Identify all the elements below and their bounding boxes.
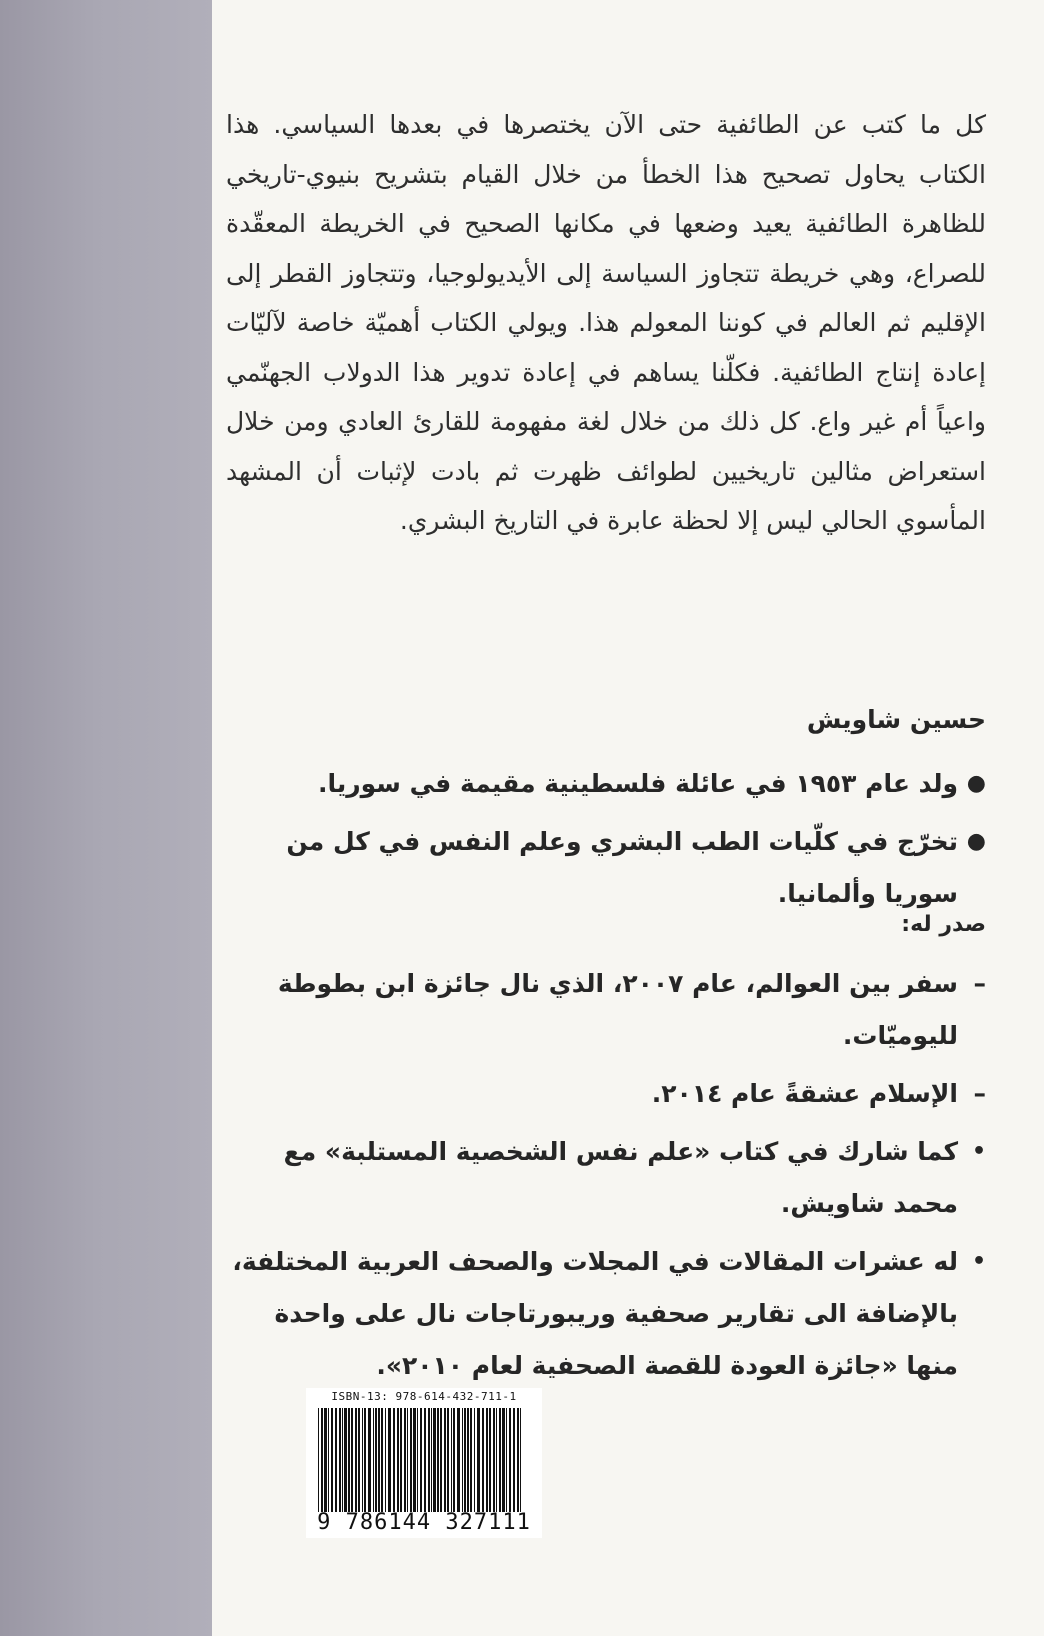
dash-marker: – (973, 969, 986, 998)
author-name: حسين شاويش (806, 705, 986, 734)
barcode-bar (453, 1408, 455, 1512)
barcode-bar (509, 1408, 511, 1512)
publication-text: سفر بين العوالم، عام ٢٠٠٧، الذي نال جائزة ابن بطوطة لليوميّات. (277, 969, 958, 1050)
barcode-bar (482, 1408, 484, 1512)
barcode-bar (499, 1408, 501, 1512)
barcode-bar (410, 1408, 412, 1512)
bio-item-text: ولد عام ١٩٥٣ في عائلة فلسطينية مقيمة في سوريا. (317, 769, 958, 798)
isbn-label: ISBN-13: 978-614-432-711-1 (331, 1390, 517, 1403)
barcode-bar (378, 1408, 380, 1512)
barcode-bar (318, 1408, 319, 1512)
barcode-bar (362, 1408, 363, 1512)
barcode-bar (368, 1408, 371, 1512)
barcode-bar (385, 1408, 386, 1512)
bullet-icon: ● (966, 829, 986, 854)
barcode-bar (339, 1408, 341, 1512)
barcode-bar (351, 1408, 353, 1512)
publication-text: الإسلام عشقةً عام ٢٠١٤. (651, 1079, 958, 1108)
bullet-icon: ● (966, 771, 986, 796)
barcode-bar (373, 1408, 374, 1512)
barcode-bar (467, 1408, 469, 1512)
publications-list (226, 958, 986, 1398)
barcode-bar (331, 1408, 333, 1512)
barcode-bar (440, 1408, 442, 1512)
bio-item (226, 758, 986, 810)
barcode-bar (404, 1408, 406, 1512)
barcode-bar (400, 1408, 402, 1512)
barcode-bar (496, 1408, 497, 1512)
barcode-bar (431, 1408, 432, 1512)
barcode-bar (506, 1408, 507, 1512)
barcode-bar (424, 1408, 426, 1512)
publication-item (226, 1236, 986, 1392)
book-spine-band (0, 0, 212, 1636)
publication-text: كما شارك في كتاب «علم نفس الشخصية المستلبة» مع محمد شاويش. (283, 1137, 958, 1218)
publications-title: صدر له: (901, 912, 986, 937)
barcode-bar (417, 1408, 418, 1512)
bio-item-text: تخرّج في كلّيات الطب البشري وعلم النفس في كل من سوريا وألمانيا. (286, 827, 958, 908)
barcode-bar (437, 1408, 439, 1512)
bio-item (226, 816, 986, 920)
barcode-bar (462, 1408, 463, 1512)
barcode-bar (393, 1408, 395, 1512)
barcode-bar (348, 1408, 350, 1512)
publication-item (226, 958, 986, 1062)
barcode-bar (444, 1408, 446, 1512)
barcode-bar (428, 1408, 430, 1512)
barcode-bar (464, 1408, 466, 1512)
barcode-bar (493, 1408, 495, 1512)
barcode-bar (474, 1408, 475, 1512)
barcode-bar (502, 1408, 505, 1512)
barcode-bar (470, 1408, 472, 1512)
barcode-bar (447, 1408, 449, 1512)
barcode-bar (477, 1408, 480, 1512)
barcode-bar (364, 1408, 366, 1512)
dash-marker: – (973, 1079, 986, 1108)
barcode-bar (413, 1408, 416, 1512)
barcode-bar (520, 1408, 521, 1512)
barcode-bar (451, 1408, 452, 1512)
barcode-bar (355, 1408, 357, 1512)
publication-item (226, 1068, 986, 1120)
publication-text: له عشرات المقالات في المجلات والصحف العربية المختلفة، بالإضافة الى تقارير صحفية وريبورتاجات نال على واحدة منها «جائزة العودة للقصة الصحفية لعام ٢٠١٠». (232, 1247, 958, 1380)
barcode-bar (375, 1408, 377, 1512)
barcode-bar (324, 1408, 327, 1512)
barcode-bar (328, 1408, 329, 1512)
barcode-bar (433, 1408, 436, 1512)
bullet-icon: • (971, 1249, 986, 1274)
barcode-bar (486, 1408, 488, 1512)
isbn-barcode (306, 1388, 542, 1538)
publication-item (226, 1126, 986, 1230)
barcode-bar (358, 1408, 360, 1512)
barcode-bar (344, 1408, 347, 1512)
author-bio-list (226, 758, 986, 926)
barcode-bar (513, 1408, 515, 1512)
barcode-bar (457, 1408, 460, 1512)
barcode-bar (517, 1408, 519, 1512)
barcode-bar (489, 1408, 491, 1512)
barcode-bar (397, 1408, 399, 1512)
barcode-bar (407, 1408, 408, 1512)
barcode-bar (342, 1408, 343, 1512)
barcode-bar (321, 1408, 323, 1512)
barcode-bars (316, 1408, 536, 1512)
barcode-digits: 9 786144 327111 (317, 1510, 531, 1535)
book-blurb: كل ما كتب عن الطائفية حتى الآن يختصرها في بعدها السياسي. هذا الكتاب يحاول تصحيح هذا الخطأ من خلال القيام بتشريح بنيوي-تاريخي للظاهرة الطائفية يعيد وضعها في مكانها الصحيح في الخريطة المعقّدة للصراع، وهي خريطة تتجاوز السياسة إلى الأيديولوجيا، وتتجاوز القطر إلى الإقليم ثم العالم في كوننا المعولم هذا. ويولي الكتاب أهميّة خاصة لآليّات إعادة إنتاج الطائفية. فكلّنا يساهم في إعادة تدوير هذا الدولاب الجهنّمي واعياً أم غير واع. كل ذلك من خلال لغة مفهومة للقارئ العادي ومن خلال استعراض مثالين تاريخيين لطوائف ظهرت ثم بادت لإثبات أن المشهد المأسوي الحالي ليس إلا لحظة عابرة في التاريخ البشري. (226, 110, 986, 535)
barcode-bar (381, 1408, 383, 1512)
bullet-icon: • (971, 1139, 986, 1164)
barcode-bar (420, 1408, 422, 1512)
barcode-bar (335, 1408, 337, 1512)
barcode-bar (388, 1408, 391, 1512)
